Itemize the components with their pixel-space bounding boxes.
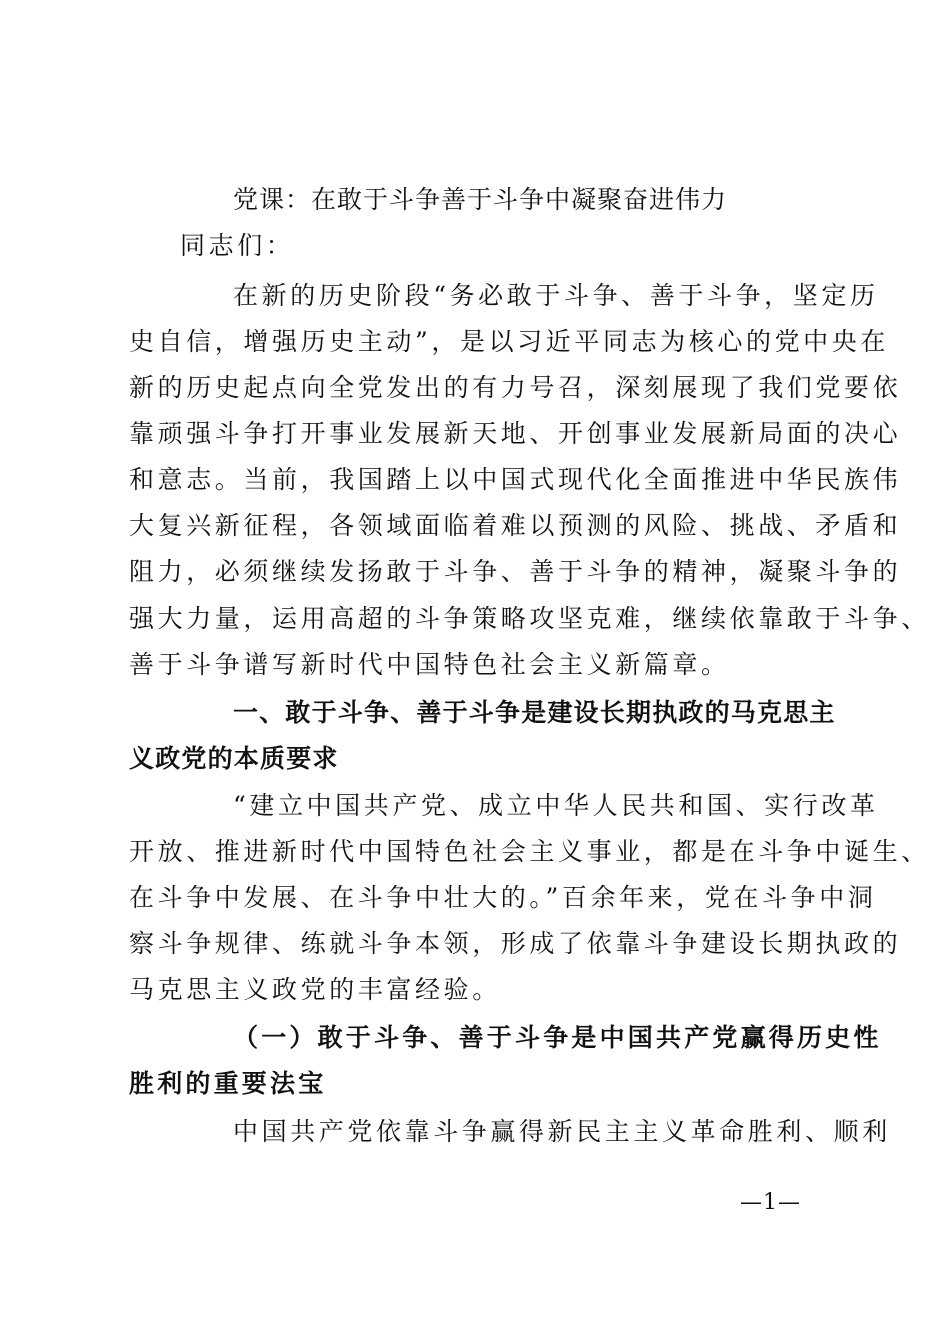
paragraph-line: 靠顽强斗争打开事业发展新天地、开创事业发展新局面的决心 bbox=[129, 419, 902, 448]
paragraph-line: 在斗争中发展、在斗争中壮大的。”百余年来，党在斗争中洞 bbox=[129, 883, 877, 912]
page-number: —1— bbox=[740, 1190, 801, 1215]
paragraph-line: 善于斗争谱写新时代中国特色社会主义新篇章。 bbox=[129, 650, 730, 679]
paragraph-line: “建立中国共产党、成立中华人民共和国、实行改革 bbox=[233, 791, 879, 820]
paragraph-line: 开放、推进新时代中国特色社会主义事业，都是在斗争中诞生、 bbox=[129, 837, 930, 866]
heading-line: 一、敢于斗争、善于斗争是建设长期执政的马克思主 bbox=[233, 698, 836, 727]
paragraph-line: 马克思主义政党的丰富经验。 bbox=[129, 975, 501, 1004]
heading-line: 义政党的本质要求 bbox=[129, 744, 339, 773]
paragraph-line: 阻力，必须继续发扬敢于斗争、善于斗争的精神，凝聚斗争的 bbox=[129, 557, 902, 586]
paragraph-line: 新的历史起点向全党发出的有力号召，深刻展现了我们党要依 bbox=[129, 373, 902, 402]
paragraph-line: 强大力量，运用高超的斗争策略攻坚克难，继续依靠敢于斗争、 bbox=[129, 604, 930, 633]
salutation: 同志们： bbox=[180, 231, 295, 260]
paragraph-line: 察斗争规律、练就斗争本领，形成了依靠斗争建设长期执政的 bbox=[129, 929, 902, 958]
paragraph-line: 史自信，增强历史主动”，是以习近平同志为核心的党中央在 bbox=[129, 327, 889, 356]
document-title: 党课：在敢于斗争善于斗争中凝聚奋进伟力 bbox=[233, 185, 728, 214]
paragraph-line: 和意志。当前，我国踏上以中国式现代化全面推进中华民族伟 bbox=[129, 465, 902, 494]
heading-line: 胜利的重要法宝 bbox=[129, 1069, 327, 1098]
heading-line: （一）敢于斗争、善于斗争是中国共产党赢得历史性 bbox=[233, 1023, 882, 1052]
paragraph-line: 中国共产党依靠斗争赢得新民主主义革命胜利、顺利 bbox=[233, 1117, 891, 1146]
paragraph-line: 大复兴新征程，各领域面临着难以预测的风险、挑战、矛盾和 bbox=[129, 511, 902, 540]
paragraph-line: 在新的历史阶段“务必敢于斗争、善于斗争，坚定历 bbox=[233, 281, 879, 310]
